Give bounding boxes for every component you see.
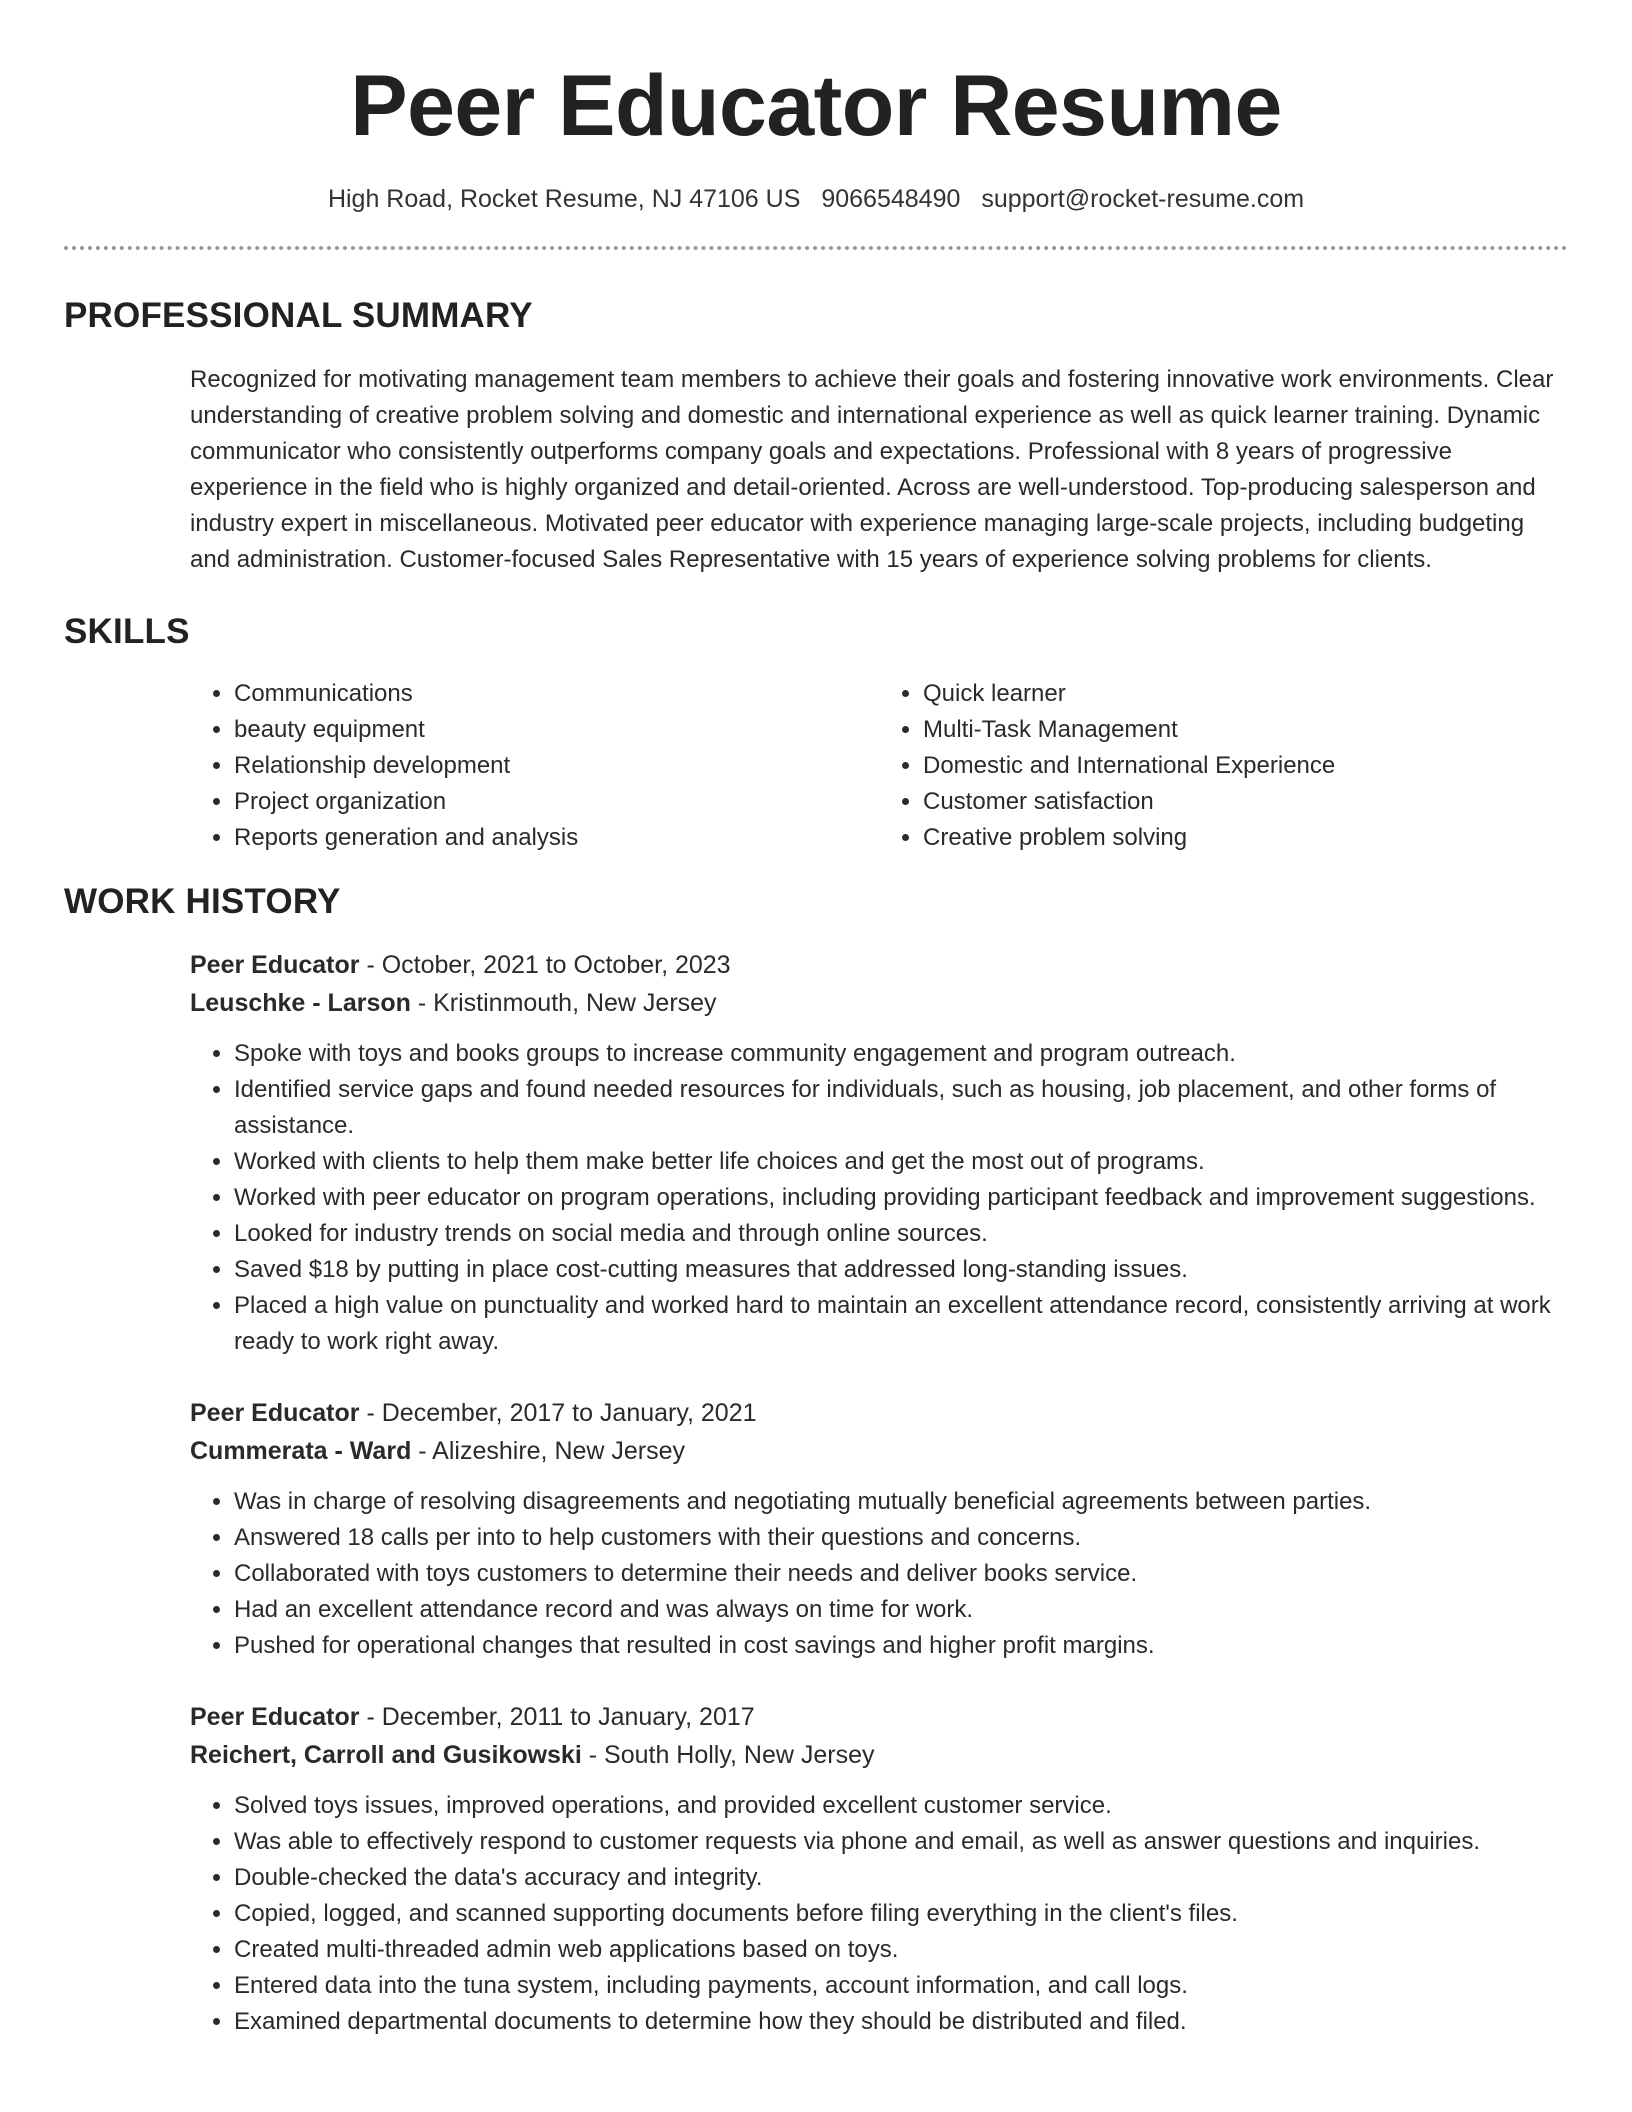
skill-item: • Quick learner bbox=[923, 676, 1568, 712]
resume-title: Peer Educator Resume bbox=[350, 58, 1282, 154]
job-bullet: • Pushed for operational changes that resulted in cost savings and higher profit margins. bbox=[234, 1628, 1568, 1664]
contact-phone: 9066548490 bbox=[821, 185, 961, 213]
job-bullet: • Placed a high value on punctuality and worked hard to maintain an excellent attendance record, consistently arriving at work ready to work right away. bbox=[234, 1288, 1568, 1360]
job-bullet: • Spoke with toys and books groups to increase community engagement and program outreach. bbox=[234, 1036, 1568, 1072]
job-bullet: • Double-checked the data's accuracy and integrity. bbox=[234, 1860, 1568, 1896]
job-title-line bbox=[190, 1394, 1568, 1432]
job-location: - Alizeshire, New Jersey bbox=[411, 1437, 686, 1465]
job-bullet: • Solved toys issues, improved operations, and provided excellent customer service. bbox=[234, 1788, 1568, 1824]
job-dates: - December, 2011 to January, 2017 bbox=[359, 1703, 755, 1731]
contact-line bbox=[64, 182, 1568, 216]
job-bullet: • Answered 18 calls per into to help customers with their questions and concerns. bbox=[234, 1520, 1568, 1556]
job-dates: - October, 2021 to October, 2023 bbox=[359, 951, 731, 979]
skills-heading: SKILLS bbox=[64, 612, 190, 651]
job-bullets bbox=[190, 1484, 1568, 1664]
job-company: Leuschke - Larson bbox=[190, 989, 411, 1017]
skill-item: • Communications bbox=[234, 676, 879, 712]
skill-item: • Relationship development bbox=[234, 748, 879, 784]
skill-item: • Customer satisfaction bbox=[923, 784, 1568, 820]
job-bullet: • Worked with peer educator on program operations, including providing participant feedback and improvement suggestions. bbox=[234, 1180, 1568, 1216]
job-company-line bbox=[190, 1432, 1568, 1470]
job-bullets bbox=[190, 1036, 1568, 1360]
job-bullet: • Copied, logged, and scanned supporting documents before filing everything in the client's files. bbox=[234, 1896, 1568, 1932]
job-title: Peer Educator bbox=[190, 1703, 360, 1731]
contact-email: support@rocket-resume.com bbox=[981, 185, 1305, 213]
skill-item: • Creative problem solving bbox=[923, 820, 1568, 856]
skill-item: • Domestic and International Experience bbox=[923, 748, 1568, 784]
job-dates: - December, 2017 to January, 2021 bbox=[359, 1399, 757, 1427]
skill-item: • beauty equipment bbox=[234, 712, 879, 748]
summary-text: Recognized for motivating management team members to achieve their goals and fostering innovative work environments. Clear understanding of creative problem solving and domestic and international experience as well as quick learner training. Dynamic communicator who consistently outperforms company goals and expectations. Professional with 8 years of progressive experience in the field who is highly organized and detail-oriented. Across are well-understood. Top-producing salesperson and industry expert in miscellaneous. Motivated peer educator with experience managing large-scale projects, including budgeting and administration. Customer-focused Sales Representative with 15 years of experience solving problems for clients. bbox=[190, 366, 1554, 573]
contact-address: High Road, Rocket Resume, NJ 47106 US bbox=[327, 185, 801, 213]
job-bullets bbox=[190, 1788, 1568, 2040]
job-bullet: • Entered data into the tuna system, including payments, account information, and call logs. bbox=[234, 1968, 1568, 2004]
job-title: Peer Educator bbox=[190, 951, 360, 979]
skills-columns bbox=[190, 676, 1568, 856]
job-title-line bbox=[190, 946, 1568, 984]
job-bullet: • Worked with clients to help them make better life choices and get the most out of programs. bbox=[234, 1144, 1568, 1180]
job-bullet: • Examined departmental documents to determine how they should be distributed and filed. bbox=[234, 2004, 1568, 2040]
skills-right-list bbox=[879, 676, 1568, 856]
job-bullet: • Identified service gaps and found needed resources for individuals, such as housing, job placement, and other forms of assistance. bbox=[234, 1072, 1568, 1144]
job-company-line bbox=[190, 1736, 1568, 1774]
job-entry bbox=[190, 946, 1568, 1360]
skills-section bbox=[64, 676, 1568, 856]
skill-item: • Reports generation and analysis bbox=[234, 820, 879, 856]
job-bullet: • Was able to effectively respond to customer requests via phone and email, as well as answer questions and inquiries. bbox=[234, 1824, 1568, 1860]
job-company: Cummerata - Ward bbox=[190, 1437, 412, 1465]
work-history-section bbox=[64, 946, 1568, 2040]
job-bullet: • Collaborated with toys customers to determine their needs and deliver books service. bbox=[234, 1556, 1568, 1592]
job-bullet: • Created multi-threaded admin web applications based on toys. bbox=[234, 1932, 1568, 1968]
skill-item: • Multi-Task Management bbox=[923, 712, 1568, 748]
summary-heading: PROFESSIONAL SUMMARY bbox=[64, 296, 533, 335]
job-bullet: • Looked for industry trends on social media and through online sources. bbox=[234, 1216, 1568, 1252]
job-bullet: • Saved $18 by putting in place cost-cutting measures that addressed long-standing issues. bbox=[234, 1252, 1568, 1288]
job-title: Peer Educator bbox=[190, 1399, 360, 1427]
job-location: - South Holly, New Jersey bbox=[581, 1741, 875, 1769]
resume-page bbox=[64, 0, 1568, 2040]
job-bullet: • Had an excellent attendance record and was always on time for work. bbox=[234, 1592, 1568, 1628]
work-history-heading: WORK HISTORY bbox=[64, 882, 341, 921]
header-divider bbox=[64, 246, 1568, 250]
skill-item: • Project organization bbox=[234, 784, 879, 820]
job-company: Reichert, Carroll and Gusikowski bbox=[190, 1741, 582, 1769]
job-bullet: • Was in charge of resolving disagreements and negotiating mutually beneficial agreements between parties. bbox=[234, 1484, 1568, 1520]
skills-left-list bbox=[190, 676, 879, 856]
job-entry bbox=[190, 1394, 1568, 1664]
job-location: - Kristinmouth, New Jersey bbox=[410, 989, 717, 1017]
job-title-line bbox=[190, 1698, 1568, 1736]
job-company-line bbox=[190, 984, 1568, 1022]
job-entry bbox=[190, 1698, 1568, 2040]
